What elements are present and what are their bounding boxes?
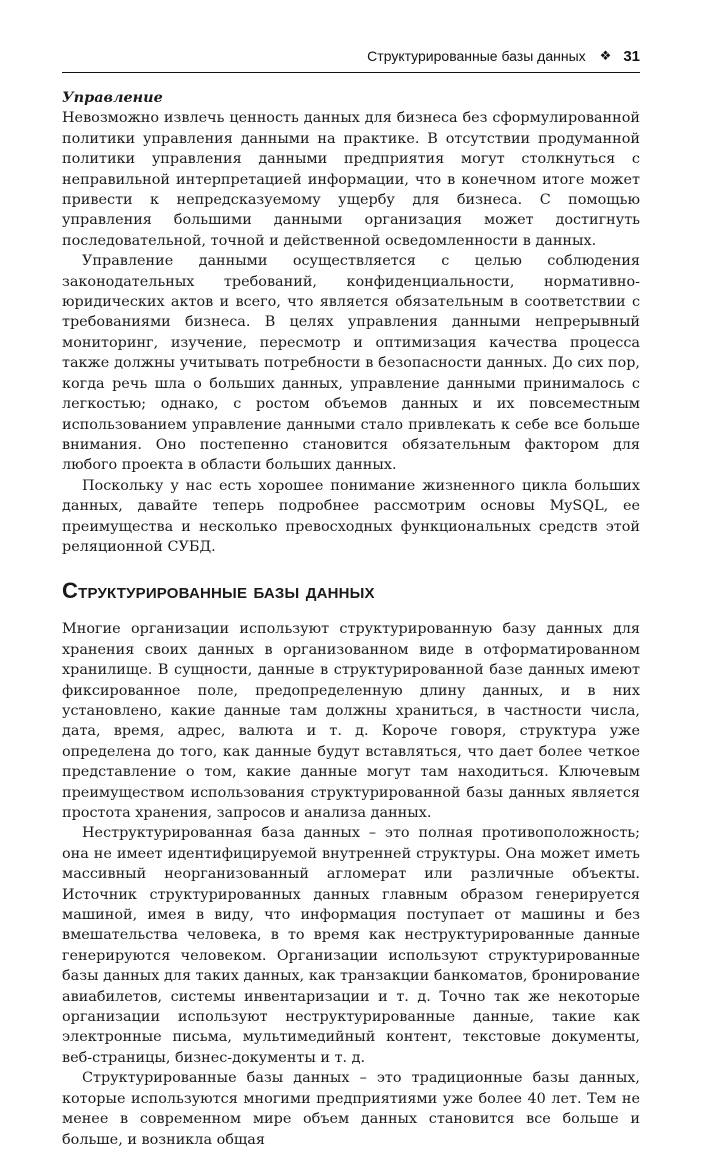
paragraph: Невозможно извлечь ценность данных для бизнеса без сформулированной политики управления данными на практике. В отсутствии продуманной политики управления данными предприятия могут столкнуться с неправильной интерпретацией информации, что в конечном итоге может привести к непредсказуемому ущербу для бизнеса. С помощью управления большими данными организация может достигнуть последовательной, точной и действенной осведомленности в данных. — [62, 110, 640, 249]
paragraph: Управление данными осуществляется с целью соблюдения законодательных требований, конфиденциальности, нормативно-юридических актов и всего, что является обязательным в соответствии с требованиями бизнеса. В целях управления данными непрерывный мониторинг, изучение, пересмотр и оптимизация качества процесса также должны учитывать потребности в безопасности данных. До сих пор, когда речь шла о больших данных, управление данными принималось с легкостью; однако, с ростом объемов данных и их повсеместным использованием управление данными стало привлекать к себе все больше внимания. Оно постепенно становится обязательным фактором для любого проекта в области больших данных. — [62, 253, 640, 474]
running-title: Структурированные базы данных — [367, 48, 586, 64]
paragraph: Многие организации используют структурированную базу данных для хранения своих данных в организованном виде в отформатированном хранилище. В сущности, данные в структурированной базе данных имеют фиксированное поле, предопределенную длину данных, и в них установлено, какие данные там должны храниться, в частности числа, дата, время, адрес, валюта и т. д. Короче говоря, структура уже определена до того, как данные будут вставляться, что дает более четкое представление о том, какие данные могут там находиться. Ключевым преимуществом использования структурированной базы данных является простота хранения, запросов и анализа данных. — [62, 621, 640, 821]
paragraph: Поскольку у нас есть хорошее понимание жизненного цикла больших данных, давайте теперь подробнее рассмотрим основы MySQL, ее преимущества и несколько превосходных функциональных средств этой реляционной СУБД. — [62, 477, 640, 555]
subsection-heading-governance: Управление — [62, 89, 163, 106]
page-body — [62, 88, 640, 1150]
running-header — [62, 44, 640, 73]
paragraph: Структурированные базы данных – это традиционные базы данных, которые используются многими предприятиями уже более 40 лет. Тем не менее в современном мире объем данных становится все больше и больше, и возникла общая — [62, 1070, 640, 1148]
page-number: 31 — [623, 47, 640, 65]
paragraph: Неструктурированная база данных – это полная противоположность; она не имеет идентифицируемой внутренней структуры. Она может иметь массивный неорганизованный агломерат или различные объекты. Источник структурированных данных главным образом генерируется машиной, имея в виду, что информация поступает от машины и без вмешательства человека, в то время как неструктурированные данные генерируются человеком. Организации используют структурированные базы данных для таких данных, как транзакции банкоматов, бронирование авиабилетов, системы инвентаризации и т. д. Точно так же некоторые организации используют неструктурированные данные, такие как электронные письма, мультимедийный контент, текстовые документы, веб-страницы, бизнес-документы и т. д. — [62, 825, 640, 1066]
ornament-icon: ❖ — [599, 48, 612, 63]
section-heading-structured-databases: Структурированные базы данных — [62, 578, 375, 604]
